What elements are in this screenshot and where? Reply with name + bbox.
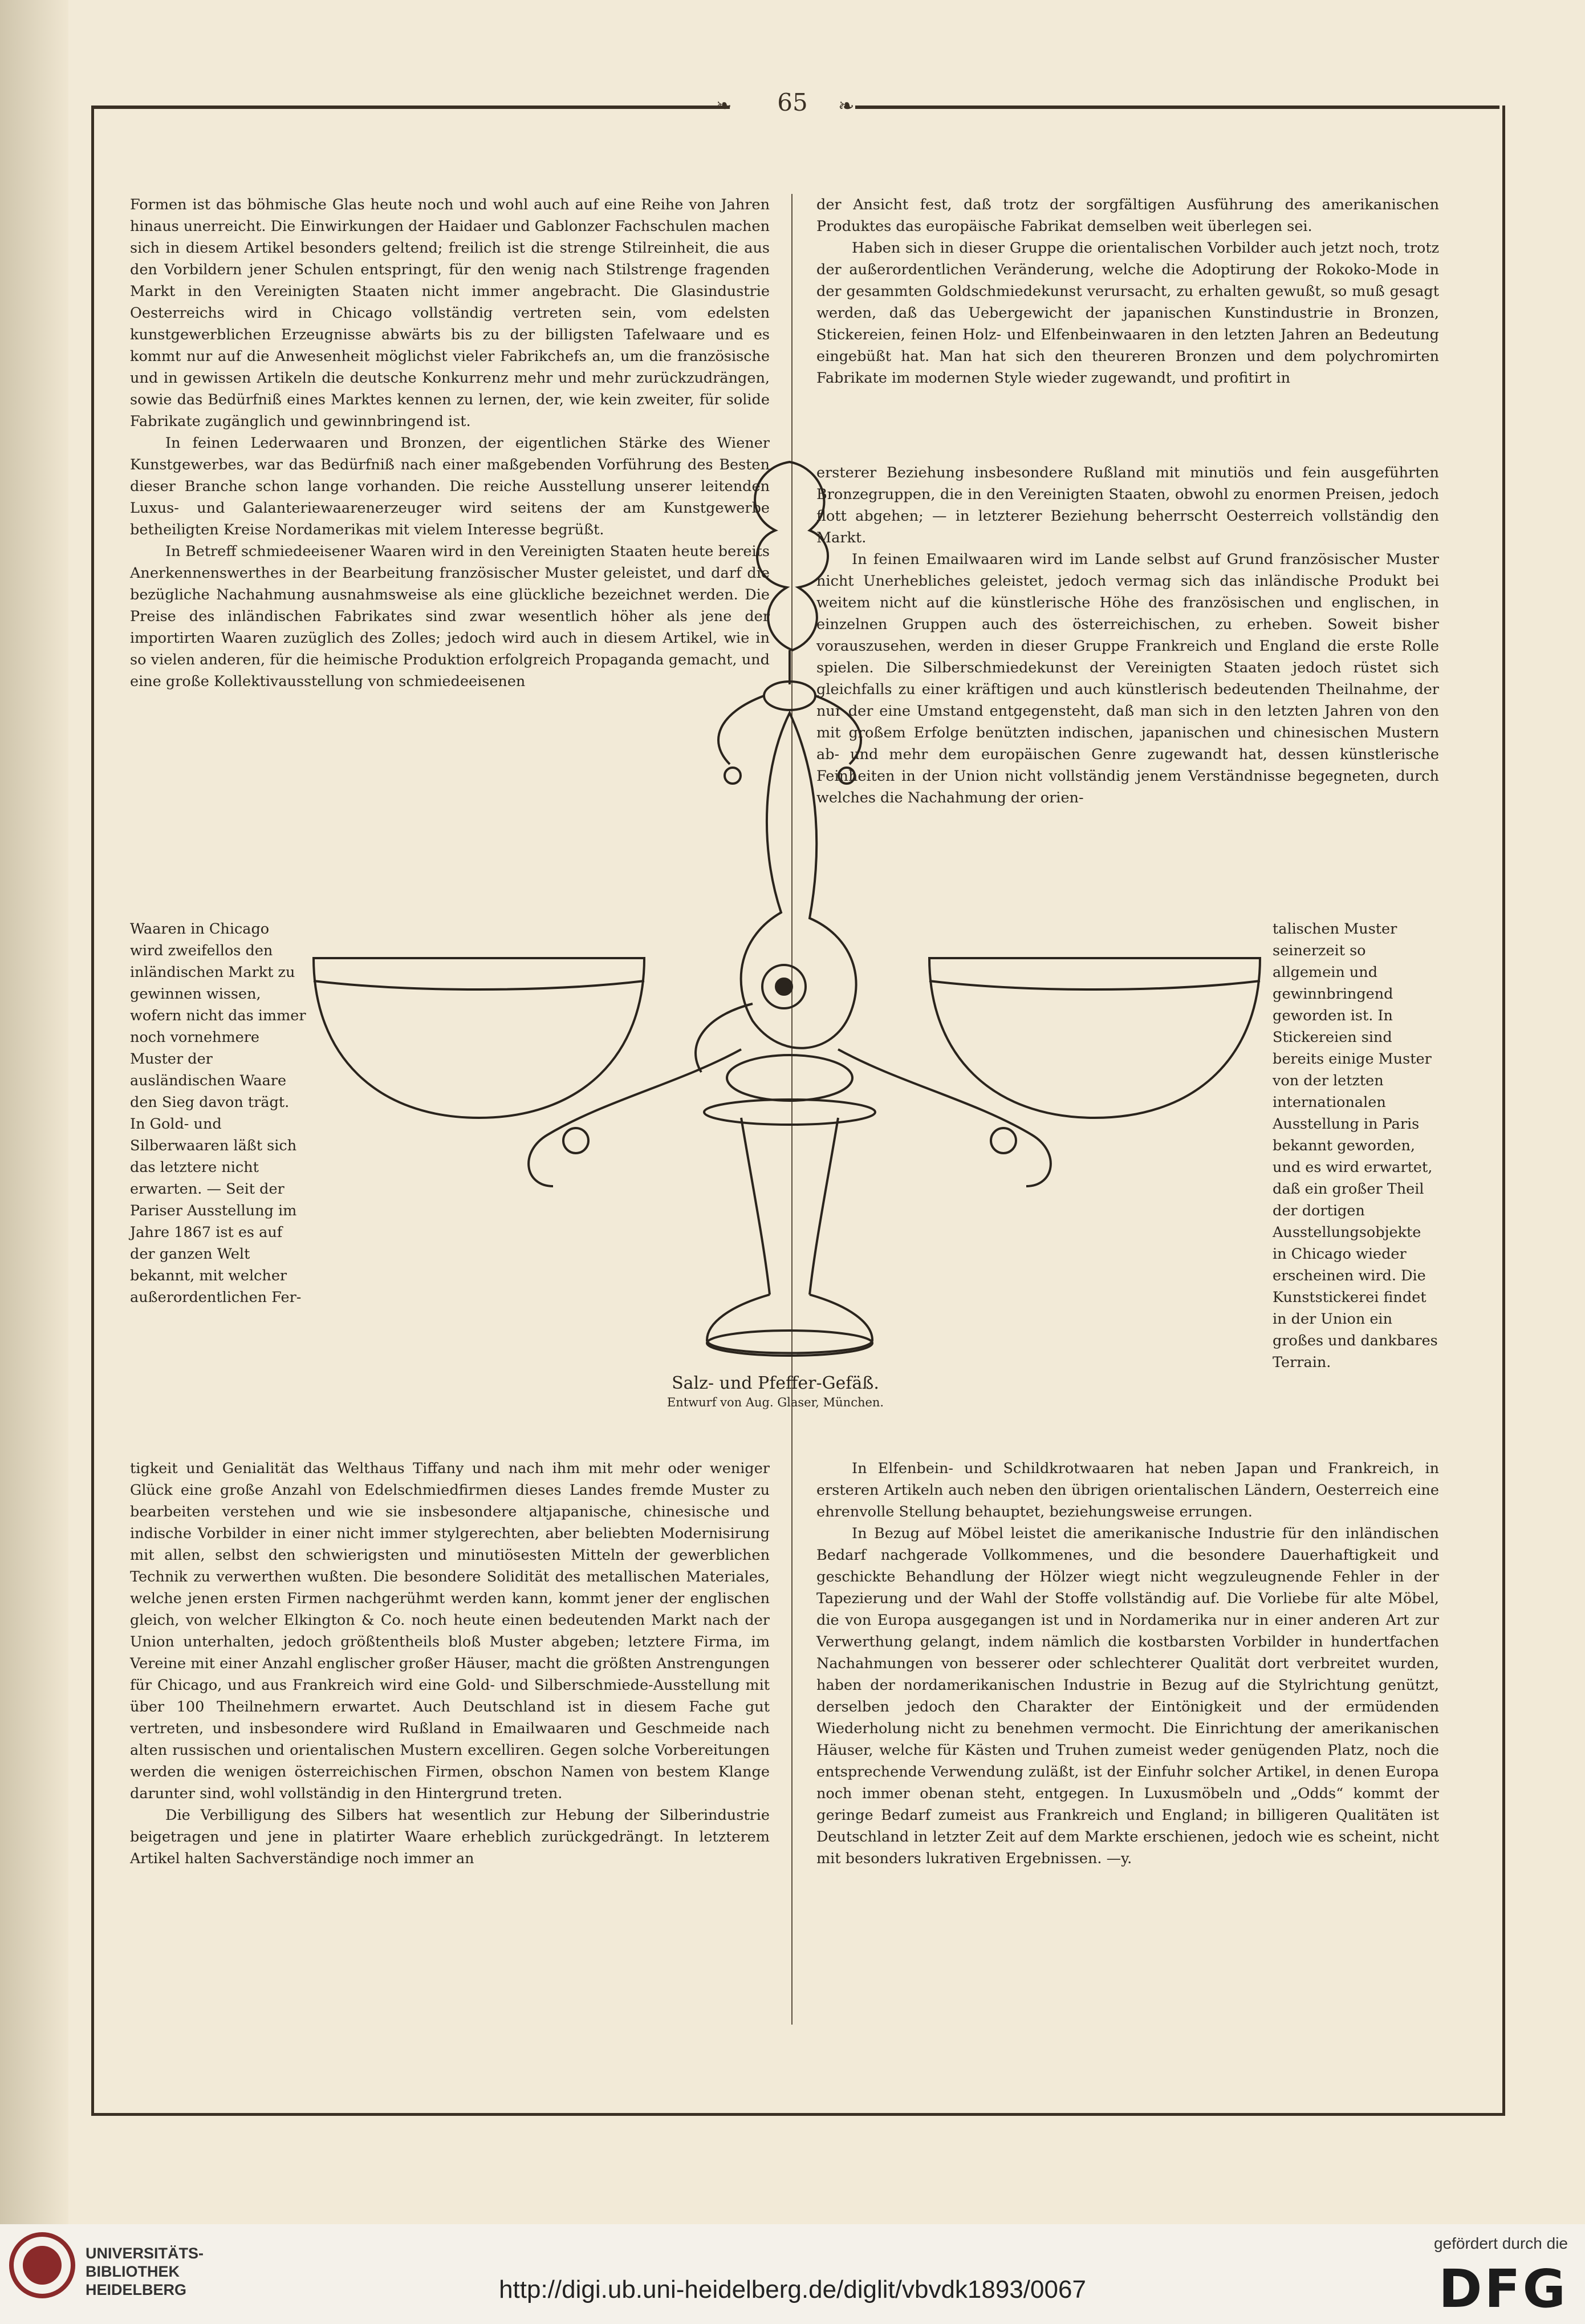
paragraph: Waaren in Chicago wird zweifellos den inländischen Markt zu gewinnen wissen, wofern nicht das immer noch vornehmere Muster der ausländischen Waare den Sieg davon trägt. In Gold- und Silberwaaren läßt sich das letztere nicht erwarten. — Seit der Pariser Ausstellung im Jahre 1867 ist es auf der ganzen Welt bekannt, mit welcher außerordentlichen Fer- — [130, 920, 306, 1306]
paragraph: Haben sich in dieser Gruppe die orientalischen Vorbilder auch jetzt noch, trotz der außerordentlichen Veränderung, welche die Adoptirung der Rokoko-Mode in der gesammten Goldschmiedekunst verursacht, zu erhalten gewußt, so muß gesagt werden, daß das Uebergewicht der japanischen Kunstindustrie in Bronzen, Stickereien, feinen Holz- und Elfenbeinwaaren in den letzten Jahren an Bedeutung eingebüßt hat. Man hat sich den theureren Bronzen und dem polychromirten Fabrikate im modernen Style wieder zugewandt, und profitirt in — [816, 240, 1439, 387]
header-rule-right — [855, 106, 1499, 109]
page-number: 65 — [777, 88, 808, 116]
paragraph: In feinen Emailwaaren wird im Lande selbst auf Grund französischer Muster nicht Unerhebliches geleistet, jedoch vermag sich das inländische Produkt bei weitem nicht auf die künstlerische Höhe des französischen und englischen, in einzelnen Gruppen auch des österreichischen, zu erheben. Soweit bisher vorauszusehen, werden in dieser Gruppe Frankreich und England die erste Rolle spielen. Die Silberschmiedekunst der Vereinigten Staaten jedoch rüstet sich gleichfalls zu einer kräftigen und auch künstlerisch bedeutenden Theilnahme, der nur der eine Umstand entgegensteht, daß man sich in den letzten Jahren von den mit großem Erfolge benützten indischen, japanischen und chinesischen Mustern ab- und mehr dem europäischen Genre zugewandt hat, dessen künstlerische Feinheiten in der Union nicht vollständig jenem Verständnisse begegneten, durch welches die Nachahmung der orien- — [816, 551, 1439, 806]
paragraph: tigkeit und Genialität das Welthaus Tiffany und nach ihm mit mehr oder weniger Glück eine große Anzahl von Edelschmiedfirmen dieses Landes fremde Muster zu bearbeiten verstehen und wie sie insbesondere altjapanische, chinesische und indische Vorbilder in einer nicht immer stylgerechten, aber beliebten Modernisirung mit allen, selbst den schwierigsten und minutiösesten Mitteln der gewerblichen Technik zu verwerthen wußten. Die besondere Solidität des metallischen Materiales, welche jenen ersten Firmen nachgerühmt werden kann, kommt jener der englischen gleich, von welcher Elkington & Co. noch heute einen bedeutenden Markt nach der Union unterhalten, jedoch größtentheils bloß Muster abgeben; letztere Firma, im Vereine mit einer Anzahl englischer großer Häuser, macht die größten Anstrengungen für Chicago, und aus Frankreich wird eine Gold- und Silberschmiede-Ausstellung mit über 100 Theilnehmern erwartet. Auch Deutschland ist in diesem Fache gut vertreten, und insbesondere wird Rußland in Emailwaaren und Geschmeide nach alten russischen und orientalischen Mustern excelliren. Gegen solche Vorbereitungen werden die wenigen österreichischen Firmen, obschon Namen von bestem Klange darunter sind, wohl vollständig in den Hintergrund treten. — [130, 1460, 770, 1802]
paragraph: In Betreff schmiedeeisener Waaren wird in den Vereinigten Staaten heute bereits Anerkennenswerthes in der Bearbeitung französischer Muster geleistet, und darf die bezügliche Nachahmung ausnahmsweise als eine glückliche bezeichnet werden. Die Preise des inländischen Fabrikates sind zwar wesentlich höher als jene der importirten Waaren zuzüglich des Zolles; jedoch wird auch in diesem Artikel, wie in so vielen anderen, für die heimische Produktion erfolgreich Propaganda gemacht, und eine große Kollektivausstellung von schmiedeeisenen — [130, 543, 770, 690]
bottom-left-column — [130, 1458, 770, 1869]
digitization-footer — [0, 2224, 1585, 2324]
right-column-text-top — [816, 194, 1439, 389]
paragraph: In Elfenbein- und Schildkrotwaaren hat neben Japan und Frankreich, in ersteren Artikeln auch neben den übrigen orientalischen Ländern, Oesterreich eine ehrenvolle Stellung behauptet, beziehungsweise errungen. — [816, 1460, 1439, 1520]
paragraph: der Ansicht fest, daß trotz der sorgfältigen Ausführung des amerikanischen Produktes das europäische Fabrikat demselben weit überlegen sei. — [816, 196, 1439, 235]
column-separator-lower — [791, 1466, 792, 2025]
paragraph: In Bezug auf Möbel leistet die amerikanische Industrie für den inländischen Bedarf nachgerade Vollkommenes, und die besondere Dauerhaftigkeit und geschickte Behandlung der Hölzer wiegt nicht wegzuleugnende Fehler in der Tapezierung und der Wahl der Stoffe vollständig auf. Die Vorliebe für alte Möbel, die von Europa ausgegangen ist und in Nordamerika nur in einer anderen Art zur Verwerthung gelangt, indem nämlich die kostbarsten Vorbilder in hundertfachen Nachahmungen von besserer oder schlechterer Qualität dort verbreitet wurden, haben der nordamerikanischen Industrie in Bezug auf die Stylrichtung genützt, derselben jedoch den Charakter der Eintönigkeit und der ermüdenden Wiederholung nicht zu benehmen vermocht. Die Einrichtung der amerikanischen Häuser, welche für Kästen und Truhen zumeist weder genügenden Platz, noch die entsprechende Verwendung zuläßt, ist der Einfuhr solcher Artikel, in denen Europa noch immer obenan steht, entgegen. In Luxusmöbeln und „Odds“ kommt der geringe Bedarf zumeist aus Frankreich und England; in billigeren Qualitäten ist Deutschland in letzter Zeit auf dem Markte erschienen, jedoch wie es scheint, nicht mit besonders lukrativen Ergebnissen. —y. — [816, 1525, 1439, 1867]
paragraph: talischen Muster seinerzeit so allgemein und gewinnbringend geworden ist. In Stickereien sind bereits einige Muster von der letzten internationalen Ausstellung in Paris bekannt geworden, und es wird erwartet, daß ein großer Theil der dortigen Ausstellungsobjekte in Chicago wieder erscheinen wird. Die Kunststickerei findet in der Union ein großes und dankbares Terrain. — [1273, 920, 1438, 1371]
dfg-logo: DFG — [1438, 2258, 1568, 2319]
source-url-link[interactable]: http://digi.ub.uni-heidelberg.de/diglit/vbvdk1893/0067 — [499, 2276, 1086, 2303]
institution-name: UNIVERSITÄTS- BIBLIOTHEK HEIDELBERG — [86, 2245, 204, 2298]
page-edge-shadow — [0, 0, 68, 2224]
caption-title: Salz- und Pfeffer-Gefäß. — [672, 1373, 879, 1393]
header-ornament-left: ❧ — [716, 95, 732, 117]
paragraph: ersterer Beziehung insbesondere Rußland mit minutiös und fein ausgeführten Bronzegruppen, die in den Vereinigten Staaten, obwohl zu enormen Preisen, jedoch flott abgehen; — in letzterer Beziehung beherrscht Oesterreich vollständig den Markt. — [816, 464, 1439, 546]
paragraph: In feinen Lederwaaren und Bronzen, der eigentlichen Stärke des Wiener Kunstgewerbes, war das Bedürfniß nach einer maßgebenden Vorführung des Besten dieser Branche schon lange vorhanden. Die reiche Ausstellung unserer leitenden Luxus- und Galanteriewaarenerzeuger wird seitens der am Kunstgewerbe betheiligten Kreise Nordamerikas mit vielem Interesse begrüßt. — [130, 435, 770, 538]
figure-caption — [587, 1373, 964, 1409]
left-narrow-column — [130, 918, 307, 1308]
funding-note: gefördert durch die — [1433, 2234, 1568, 2252]
paragraph: Die Verbilligung des Silbers hat wesentlich zur Hebung der Silberindustrie beigetragen und jene in platirter Waare erheblich zurückgedrängt. In letzterem Artikel halten Sachverständige noch immer an — [130, 1807, 770, 1867]
right-narrow-column — [1273, 918, 1439, 1373]
paragraph: Formen ist das böhmische Glas heute noch und wohl auch auf eine Reihe von Jahren hinaus unerreicht. Die Einwirkungen der Haidaer und Gablonzer Fachschulen machen sich in diesem Artikel besonders geltend; freilich ist die strenge Stilreinheit, die aus den Vorbildern jener Schulen entspringt, für den wenig nach Stilstrenge fragenden Markt in den Vereinigten Staaten nicht immer angebracht. Die Glasindustrie Oesterreichs wird in Chicago vollständig vertreten sein, vom edelsten kunstgewerblichen Erzeugnisse abwärts bis zu der billigsten Tafelwaare und es kommt nur auf die Anwesenheit möglichst vieler Fabrikchefs an, um die französische und in gewissen Artikeln die deutsche Konkurrenz mehr und mehr zurückzudrängen, sowie das Bedürfniß eines Marktes kennen zu lernen, der, wie kein zweiter, für solide Fabrikate zugänglich und gewinnbringend ist. — [130, 196, 770, 430]
caption-credit: Entwurf von Aug. Glaser, München. — [666, 1396, 884, 1409]
salt-pepper-vessel-illustration — [308, 445, 1266, 1460]
header-ornament-right: ❧ — [838, 95, 855, 117]
bottom-right-column — [816, 1458, 1439, 1869]
header-rule-left — [91, 106, 730, 109]
